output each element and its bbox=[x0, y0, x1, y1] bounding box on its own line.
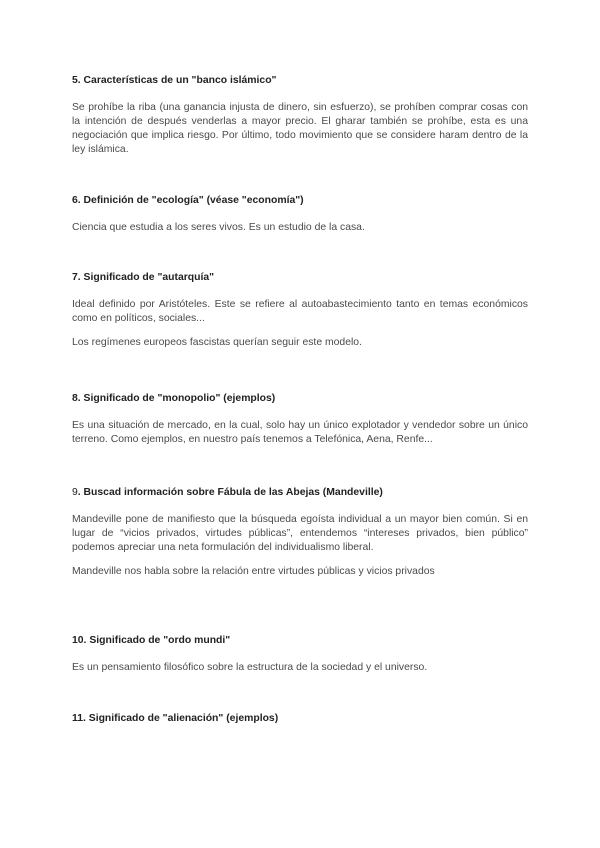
section-body bbox=[72, 298, 528, 350]
section-7 bbox=[72, 271, 528, 350]
section-heading-number: 9 bbox=[72, 487, 78, 498]
section-paragraph: Mandeville pone de manifiesto que la búsqueda egoísta individual a un mayor bien común. Si en lugar de “vicios privados, virtudes públicas”, entendemos “intereses privados, bien público” podemos apreciar una neta formulación del individualismo liberal. bbox=[72, 514, 528, 553]
section-paragraph: Es una situación de mercado, en la cual, solo hay un único explotador y vendedor sobre un único terreno. Como ejemplos, en nuestro país tenemos a Telefónica, Aena, Renfe... bbox=[72, 420, 528, 445]
section-heading-text: . Buscad información sobre Fábula de las Abejas (Mandeville) bbox=[77, 487, 383, 498]
section-heading bbox=[72, 486, 528, 500]
section-10 bbox=[72, 634, 528, 675]
section-heading: 8. Significado de "monopolio" (ejemplos) bbox=[72, 393, 276, 404]
section-heading: 7. Significado de "autarquía" bbox=[72, 272, 215, 283]
section-body bbox=[72, 221, 528, 235]
section-heading: 11. Significado de "alienación" (ejemplos) bbox=[72, 713, 279, 724]
section-body bbox=[72, 513, 528, 579]
section-8 bbox=[72, 392, 528, 447]
section-paragraph: Es un pensamiento filosófico sobre la estructura de la sociedad y el universo. bbox=[72, 662, 428, 673]
section-paragraph: Ideal definido por Aristóteles. Este se refiere al autoabastecimiento tanto en temas económicos como en políticos, sociales... bbox=[72, 299, 528, 324]
section-paragraph: Ciencia que estudia a los seres vivos. Es un estudio de la casa. bbox=[72, 222, 365, 233]
section-heading: 5. Características de un "banco islámico" bbox=[72, 75, 277, 86]
section-heading: 6. Definición de "ecología" (véase "economía") bbox=[72, 195, 304, 206]
section-heading: 10. Significado de "ordo mundi" bbox=[72, 635, 231, 646]
section-body bbox=[72, 101, 528, 157]
section-11 bbox=[72, 712, 528, 726]
section-5 bbox=[72, 74, 528, 157]
section-body bbox=[72, 419, 528, 447]
section-body bbox=[72, 661, 528, 675]
section-paragraph: Se prohíbe la riba (una ganancia injusta de dinero, sin esfuerzo), se prohíben comprar cosas con la intención de después venderlas a mayor precio. El gharar también se prohíbe, esta es una negociación que implica riesgo. Por último, todo movimiento que se considere haram dentro de la ley islámica. bbox=[72, 102, 528, 155]
section-6 bbox=[72, 194, 528, 235]
section-paragraph: Los regímenes europeos fascistas querían seguir este modelo. bbox=[72, 337, 362, 348]
section-paragraph: Mandeville nos habla sobre la relación entre virtudes públicas y vicios privados bbox=[72, 566, 435, 577]
section-9 bbox=[72, 486, 528, 579]
